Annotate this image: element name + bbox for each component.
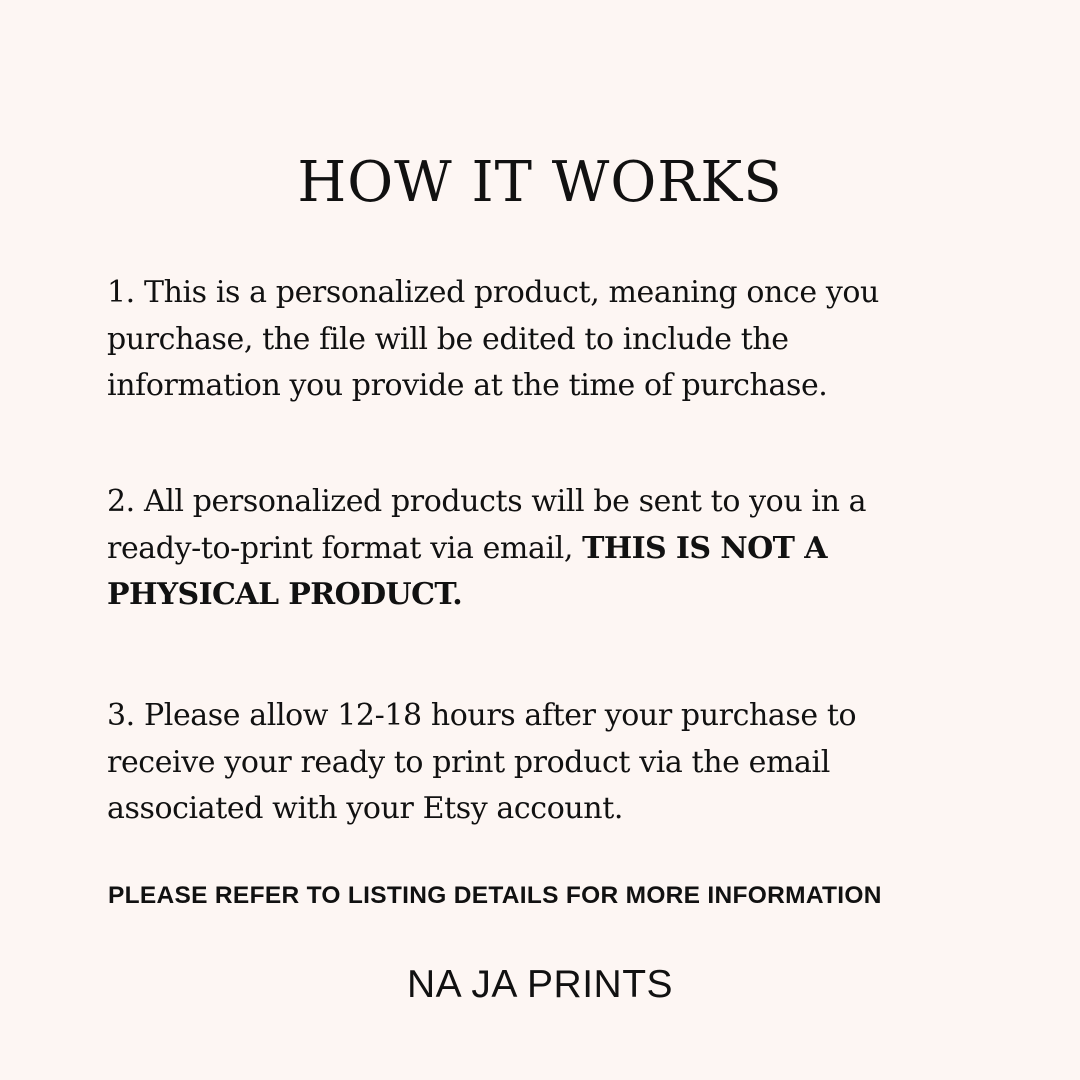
- step-1-line-3: information you provide at the time of purchase.: [107, 368, 828, 403]
- step-1-line-1: 1. This is a personalized product, meaning once you: [107, 275, 879, 310]
- page-title: HOW IT WORKS: [297, 150, 783, 215]
- step-3-line-1: 3. Please allow 12-18 hours after your purchase to: [107, 698, 857, 733]
- step-1: [107, 270, 987, 410]
- step-3: [107, 693, 987, 833]
- step-2-emphasis-part-1: THIS IS NOT A: [582, 530, 827, 566]
- step-3-line-2: receive your ready to print product via the email: [107, 744, 830, 780]
- step-2-line-1: 2. All personalized products will be sent to you in a: [107, 484, 867, 519]
- listing-details-note: PLEASE REFER TO LISTING DETAILS FOR MORE INFORMATION: [108, 882, 882, 909]
- step-3-line-3: associated with your Etsy account.: [107, 791, 623, 826]
- step-1-line-2: purchase, the file will be edited to include the: [107, 321, 789, 357]
- step-2-emphasis-part-2: PHYSICAL PRODUCT.: [107, 577, 463, 612]
- step-2: [107, 479, 987, 619]
- step-2-line-2: ready-to-print format via email,: [107, 530, 583, 566]
- brand-name: NA JA PRINTS: [406, 963, 674, 1006]
